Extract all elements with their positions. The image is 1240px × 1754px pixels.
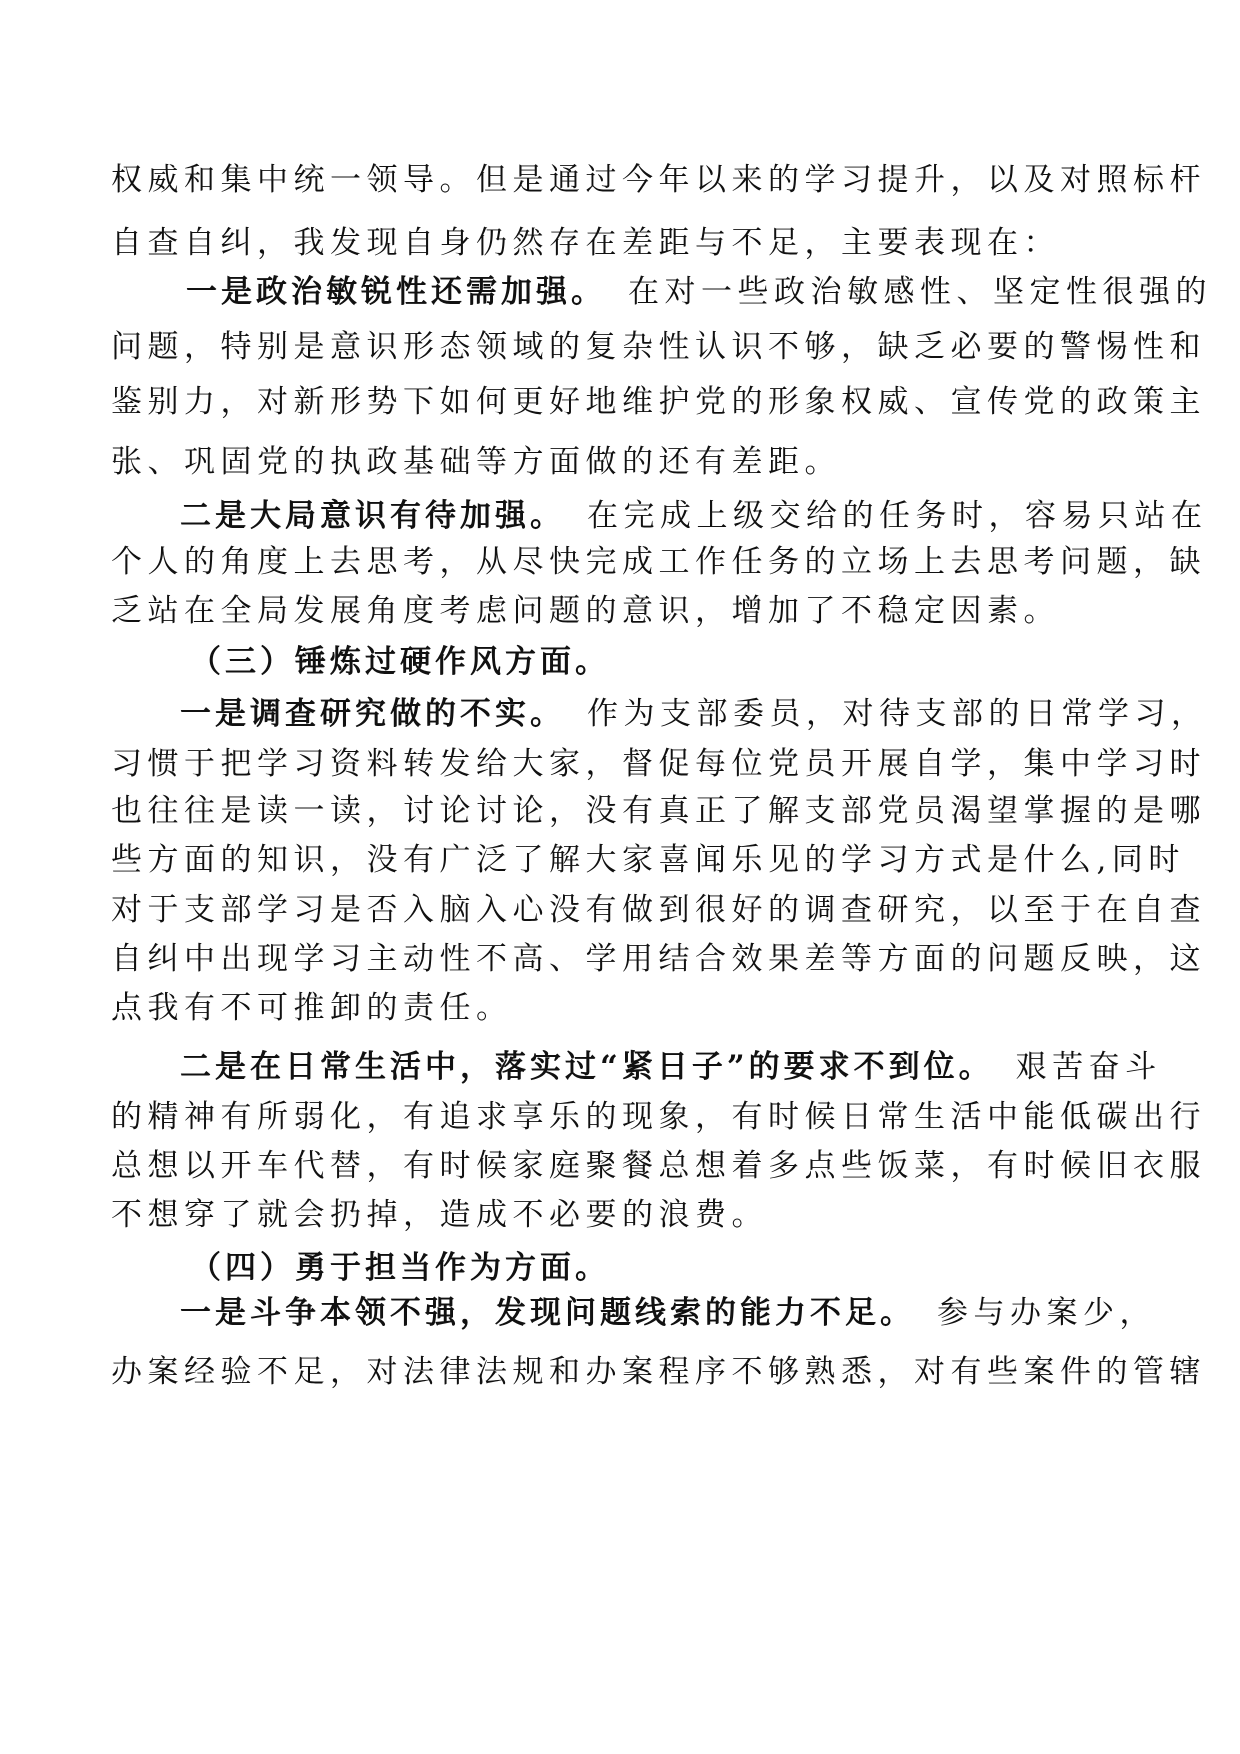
bold-lead: 二是在日常生活中，落实过“紧日子”的要求不到位。	[180, 1049, 994, 1085]
body-line	[111, 988, 1131, 1028]
body-text: 对于支部学习是否入脑入心没有做到很好的调查研究，以至于在自查	[111, 892, 1206, 928]
body-line	[111, 223, 1131, 263]
body-text: 个人的角度上去思考，从尽快完成工作任务的立场上去思考问题，缺	[111, 544, 1206, 580]
body-text: 点我有不可推卸的责任。	[111, 990, 513, 1026]
body-text: 自查自纠，我发现自身仍然存在差距与不足，主要表现在：	[111, 225, 1060, 261]
body-line	[111, 840, 1185, 880]
body-text: 在完成上级交给的任务时，容易只站在	[587, 498, 1208, 534]
body-text: 参与办案少，	[937, 1295, 1156, 1331]
body-line	[111, 442, 1131, 482]
body-line	[111, 890, 1206, 930]
body-line	[111, 1097, 1206, 1137]
body-line	[111, 1146, 1206, 1186]
body-text: 些方面的知识，没有广泛了解大家喜闻乐见的学习方式是什么,同时	[111, 842, 1185, 878]
bold-lead: 一是政治敏锐性还需加强。	[186, 274, 606, 310]
body-text: 艰苦奋斗	[1015, 1049, 1162, 1085]
body-line	[111, 327, 1206, 367]
body-line	[111, 1352, 1206, 1392]
body-text: 不想穿了就会扔掉，造成不必要的浪费。	[111, 1197, 768, 1233]
paragraph-first-line	[180, 496, 1208, 536]
body-text: 在对一些政治敏感性、坚定性很强的	[628, 274, 1212, 310]
body-text: 的精神有所弱化，有追求享乐的现象，有时候日常生活中能低碳出行	[111, 1099, 1206, 1135]
paragraph-first-line	[180, 1047, 1200, 1087]
body-line	[111, 744, 1206, 784]
body-line	[111, 591, 1131, 631]
body-line	[111, 382, 1206, 422]
bold-lead: 一是斗争本领不强，发现问题线索的能力不足。	[180, 1295, 915, 1331]
body-line	[111, 1195, 1131, 1235]
body-text: 自纠中出现学习主动性不高、学用结合效果差等方面的问题反映，这	[111, 941, 1206, 977]
section-heading	[190, 1248, 1210, 1288]
body-text: 办案经验不足，对法律法规和办案程序不够熟悉，对有些案件的管辖	[111, 1354, 1206, 1390]
body-text: 作为支部委员，对待支部的日常学习，	[587, 696, 1208, 732]
body-text: 也往往是读一读，讨论讨论，没有真正了解支部党员渴望掌握的是哪	[111, 793, 1206, 829]
body-text: 习惯于把学习资料转发给大家，督促每位党员开展自学，集中学习时	[111, 746, 1206, 782]
body-text: 张、巩固党的执政基础等方面做的还有差距。	[111, 444, 841, 480]
section-heading	[190, 642, 1210, 682]
body-text: 乏站在全局发展角度考虑问题的意识，增加了不稳定因素。	[111, 593, 1060, 629]
section-heading-text: （四）勇于担当作为方面。	[190, 1250, 610, 1286]
section-heading-text: （三）锤炼过硬作风方面。	[190, 644, 610, 680]
paragraph-first-line	[186, 272, 1212, 312]
paragraph-first-line	[180, 1293, 1200, 1333]
body-text: 总想以开车代替，有时候家庭聚餐总想着多点些饭菜，有时候旧衣服	[111, 1148, 1206, 1184]
bold-lead: 一是调查研究做的不实。	[180, 696, 565, 732]
body-line	[111, 160, 1206, 200]
body-line	[111, 791, 1206, 831]
body-text: 权威和集中统一领导。但是通过今年以来的学习提升，以及对照标杆	[111, 162, 1206, 198]
paragraph-first-line	[180, 694, 1208, 734]
body-line	[111, 542, 1206, 582]
body-text: 问题，特别是意识形态领域的复杂性认识不够，缺乏必要的警惕性和	[111, 329, 1206, 365]
body-text: 鉴别力，对新形势下如何更好地维护党的形象权威、宣传党的政策主	[111, 384, 1206, 420]
bold-lead: 二是大局意识有待加强。	[180, 498, 565, 534]
body-line	[111, 939, 1206, 979]
